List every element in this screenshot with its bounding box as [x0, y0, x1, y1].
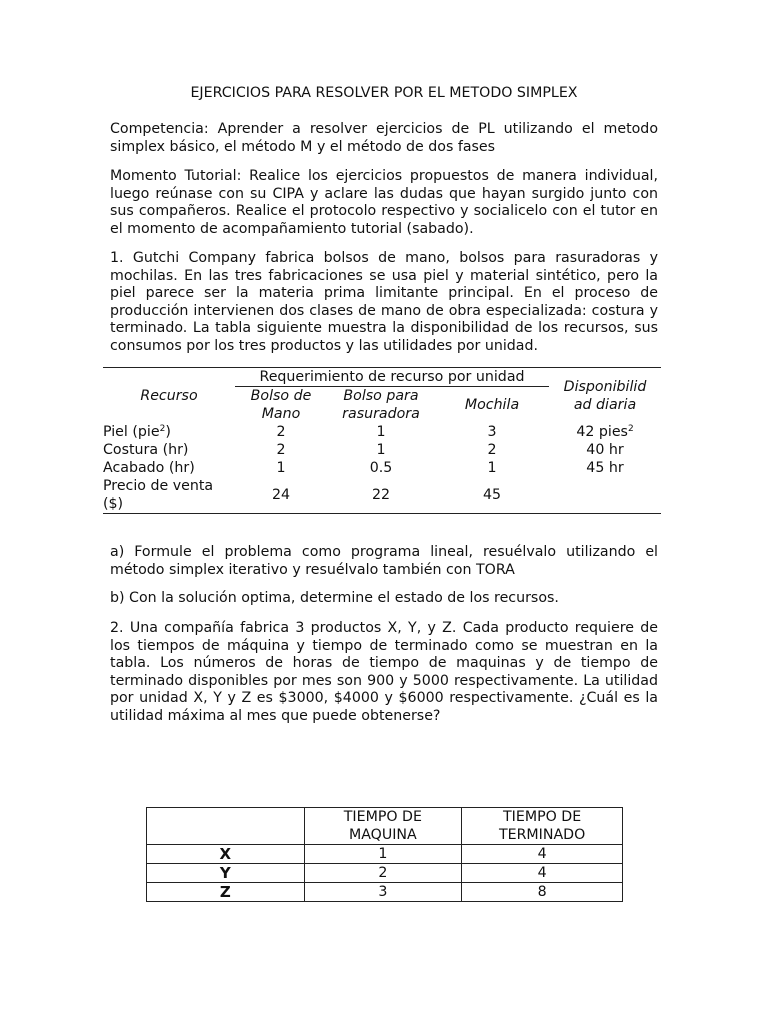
cell-bolso-mano: 2 — [276, 442, 286, 458]
header-bolso-mano-line2: Mano — [261, 406, 301, 422]
header-mochila: Mochila — [464, 397, 520, 413]
header-bolso-mano — [235, 387, 327, 424]
cell-bolso-mano: 24 — [235, 477, 327, 514]
header-bolso-ras-line1: Bolso para — [343, 388, 419, 404]
cell-bolso-rasuradora: 1 — [376, 424, 386, 440]
row-label: Precio de venta ($) — [103, 477, 235, 514]
row-label: Costura (hr) — [103, 442, 189, 458]
row-label: Z — [147, 883, 305, 902]
cell-maquina: 1 — [304, 845, 462, 864]
document-title: EJERCICIOS PARA RESOLVER POR EL METODO SIMPLEX — [190, 85, 578, 101]
machine-time-table — [146, 807, 623, 902]
problem-2-paragraph: 2. Una compañía fabrica 3 productos X, Y, y Z. Cada producto requiere de los tiempos de máquina y tiempo de terminado como se muestran en la tabla. Los números de horas de tiempo de maquinas y de tiempo de terminado disponibles por mes son 900 y 5000 respectivamente. La utilidad por unidad X, Y y Z es $3000, $4000 y $6000 respectivamente. ¿Cuál es la utilidad máxima al mes que puede obtenerse? — [110, 620, 658, 724]
cell-mochila: 3 — [487, 424, 497, 440]
header-disp-line1: Disponibilid — [563, 378, 647, 395]
cell-bolso-mano: 2 — [276, 424, 286, 440]
competencia-paragraph: Competencia: Aprender a resolver ejercicios de PL utilizando el metodo simplex básico, el método M y el método de dos fases — [110, 121, 658, 155]
cell-disponibilidad: 42 pies$^2$ — [576, 424, 634, 440]
cell-mochila: 45 — [435, 477, 549, 514]
resource-table — [103, 367, 661, 514]
cell-mochila: 2 — [487, 442, 497, 458]
header-recurso: Recurso — [103, 368, 235, 424]
cell-disponibilidad — [549, 477, 661, 514]
row-label: Y — [147, 864, 305, 883]
table-row — [103, 459, 661, 477]
row-label: X — [147, 845, 305, 864]
header-bolso-mano-line1: Bolso de — [250, 388, 312, 404]
table-row — [147, 864, 623, 883]
header-disp-line2: ad diaria — [573, 396, 637, 413]
part-b-paragraph: b) Con la solución optima, determine el estado de los recursos. — [110, 590, 559, 606]
table-row — [103, 477, 661, 514]
header-requerimiento: Requerimiento de recurso por unidad — [235, 368, 549, 387]
cell-bolso-rasuradora: 0.5 — [369, 460, 393, 476]
row-label: Piel (pie$^2$) — [103, 424, 171, 440]
row-label: Acabado (hr) — [103, 460, 195, 476]
cell-bolso-mano: 1 — [276, 460, 286, 476]
cell-mochila: 1 — [487, 460, 497, 476]
header-tiempo-maquina: TIEMPO DE MAQUINA — [304, 808, 462, 845]
header-empty-cell — [147, 808, 305, 845]
cell-maquina: 3 — [304, 883, 462, 902]
cell-bolso-rasuradora: 1 — [376, 442, 386, 458]
part-a-paragraph: a) Formule el problema como programa lineal, resuélvalo utilizando el método simplex iterativo y resuélvalo también con TORA — [110, 544, 658, 578]
resource-table-header-row — [103, 368, 661, 387]
cell-disponibilidad: 40 hr — [586, 442, 624, 458]
machine-table-header-row — [147, 808, 623, 845]
momento-tutorial-paragraph: Momento Tutorial: Realice los ejercicios propuestos de manera individual, luego reúnase con su CIPA y aclare las dudas que hayan surgido junto con sus compañeros. Realice el protocolo respectivo y socialicelo con el tutor en el momento de acompañamiento tutorial (sabado). — [110, 168, 658, 237]
table-row — [147, 883, 623, 902]
header-bolso-rasuradora — [327, 387, 435, 424]
cell-terminado: 8 — [462, 883, 623, 902]
header-bolso-ras-line2: rasuradora — [342, 406, 420, 422]
cell-disponibilidad: 45 hr — [586, 460, 624, 476]
cell-terminado: 4 — [462, 864, 623, 883]
header-tiempo-terminado: TIEMPO DE TERMINADO — [462, 808, 623, 845]
header-disponibilidad — [549, 368, 661, 424]
problem-1-paragraph: 1. Gutchi Company fabrica bolsos de mano, bolsos para rasuradoras y mochilas. En las tres fabricaciones se usa piel y material sintético, pero la piel parece ser la materia prima limitante principal. En el proceso de producción intervienen dos clases de mano de obra especializada: costura y terminado. La tabla siguiente muestra la disponibilidad de los recursos, sus consumos por los tres productos y las utilidades por unidad. — [110, 250, 658, 354]
table-row — [147, 845, 623, 864]
cell-bolso-rasuradora: 22 — [327, 477, 435, 514]
table-row — [103, 423, 661, 441]
table-row — [103, 441, 661, 459]
cell-maquina: 2 — [304, 864, 462, 883]
cell-terminado: 4 — [462, 845, 623, 864]
